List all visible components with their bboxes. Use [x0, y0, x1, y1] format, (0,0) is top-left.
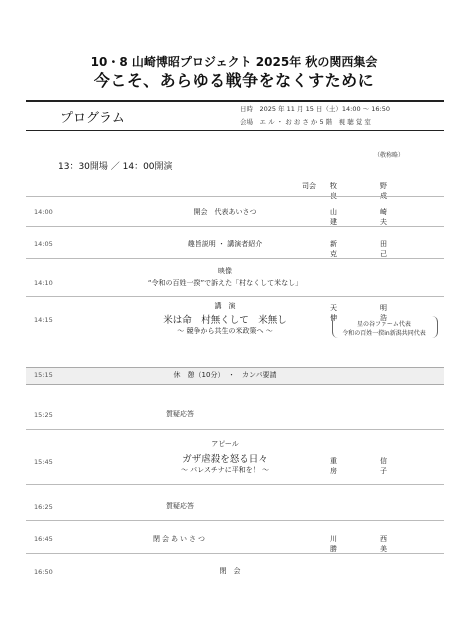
- event-headline: 今こそ、あらゆる戦争をなくすために: [93, 71, 375, 90]
- program-item: 開会 代表あいさつ: [193, 208, 257, 216]
- time-label: 14:05: [34, 240, 53, 248]
- divider: [26, 226, 444, 227]
- mc-name: 牧 野 良 成: [330, 182, 430, 200]
- program-item-title: 映像: [218, 267, 232, 275]
- lecture-subtitle: 〜 競争から共生の米政策へ 〜: [177, 327, 273, 335]
- divider: [26, 258, 444, 259]
- opening-time: 13：30開場 ／ 14：00開演: [58, 162, 173, 172]
- appeal-title: ガザ虐殺を怒る日々: [182, 454, 268, 465]
- honorific-note: （敬称略）: [374, 152, 405, 159]
- mc-label: 司会: [302, 182, 316, 190]
- divider: [26, 520, 444, 521]
- divider: [26, 429, 444, 430]
- speaker-name: 山 崎 建 夫: [330, 208, 430, 226]
- speaker-name: 天 明 伸 浩: [330, 304, 430, 322]
- program-item: 質疑応答: [166, 410, 194, 418]
- appeal-subtitle: 〜 パレスチナに平和を！ 〜: [180, 466, 270, 474]
- program-label: プログラム: [60, 111, 125, 126]
- speaker-affiliation: 星の谷ファーム代表: [357, 321, 411, 328]
- time-label: 15:25: [34, 411, 53, 419]
- time-label: 15:15: [34, 371, 53, 379]
- program-item: 閉 会: [219, 567, 241, 575]
- program-item: 質疑応答: [166, 502, 194, 510]
- program-item: “令和の百姓一揆”で訴えた「村なくして米なし」: [147, 279, 303, 287]
- time-label: 15:45: [34, 458, 53, 466]
- date-line: 日時 2025 年 11 月 15 日（土）14:00 〜 16:50: [240, 105, 391, 113]
- time-label: 14:00: [34, 208, 53, 216]
- time-label: 16:50: [34, 568, 53, 576]
- venue-line: 会場 エ ル ・ お お さ か 5 階 視 聴 覚 室: [240, 118, 371, 126]
- program-item-title: 講 演: [214, 302, 236, 310]
- time-label: 14:10: [34, 279, 53, 287]
- event-title: 10・8 山崎博昭プロジェクト 2025年 秋の関西集会: [90, 55, 378, 69]
- divider: [26, 553, 444, 554]
- program-item-title: アピール: [211, 440, 239, 448]
- speaker-name: 重 信 房 子: [330, 457, 430, 475]
- program-item: 閉会あいさつ: [153, 535, 207, 543]
- speaker-name: 新 田 克 己: [330, 240, 430, 258]
- speaker-affiliation: 令和の百姓一揆in新潟共同代表: [342, 330, 426, 337]
- lecture-title: 米は命 村無くして 米無し: [163, 315, 287, 326]
- speaker-name: 川 西 勝 美: [330, 535, 430, 553]
- program-item: 趣旨説明 ・ 講演者紹介: [187, 240, 263, 248]
- time-label: 14:15: [34, 316, 53, 324]
- divider: [26, 296, 444, 297]
- divider: [26, 484, 444, 485]
- time-label: 16:25: [34, 503, 53, 511]
- program-item: 休 憩（10分） ・ カンパ要請: [173, 371, 277, 379]
- time-label: 16:45: [34, 535, 53, 543]
- divider: [26, 196, 444, 197]
